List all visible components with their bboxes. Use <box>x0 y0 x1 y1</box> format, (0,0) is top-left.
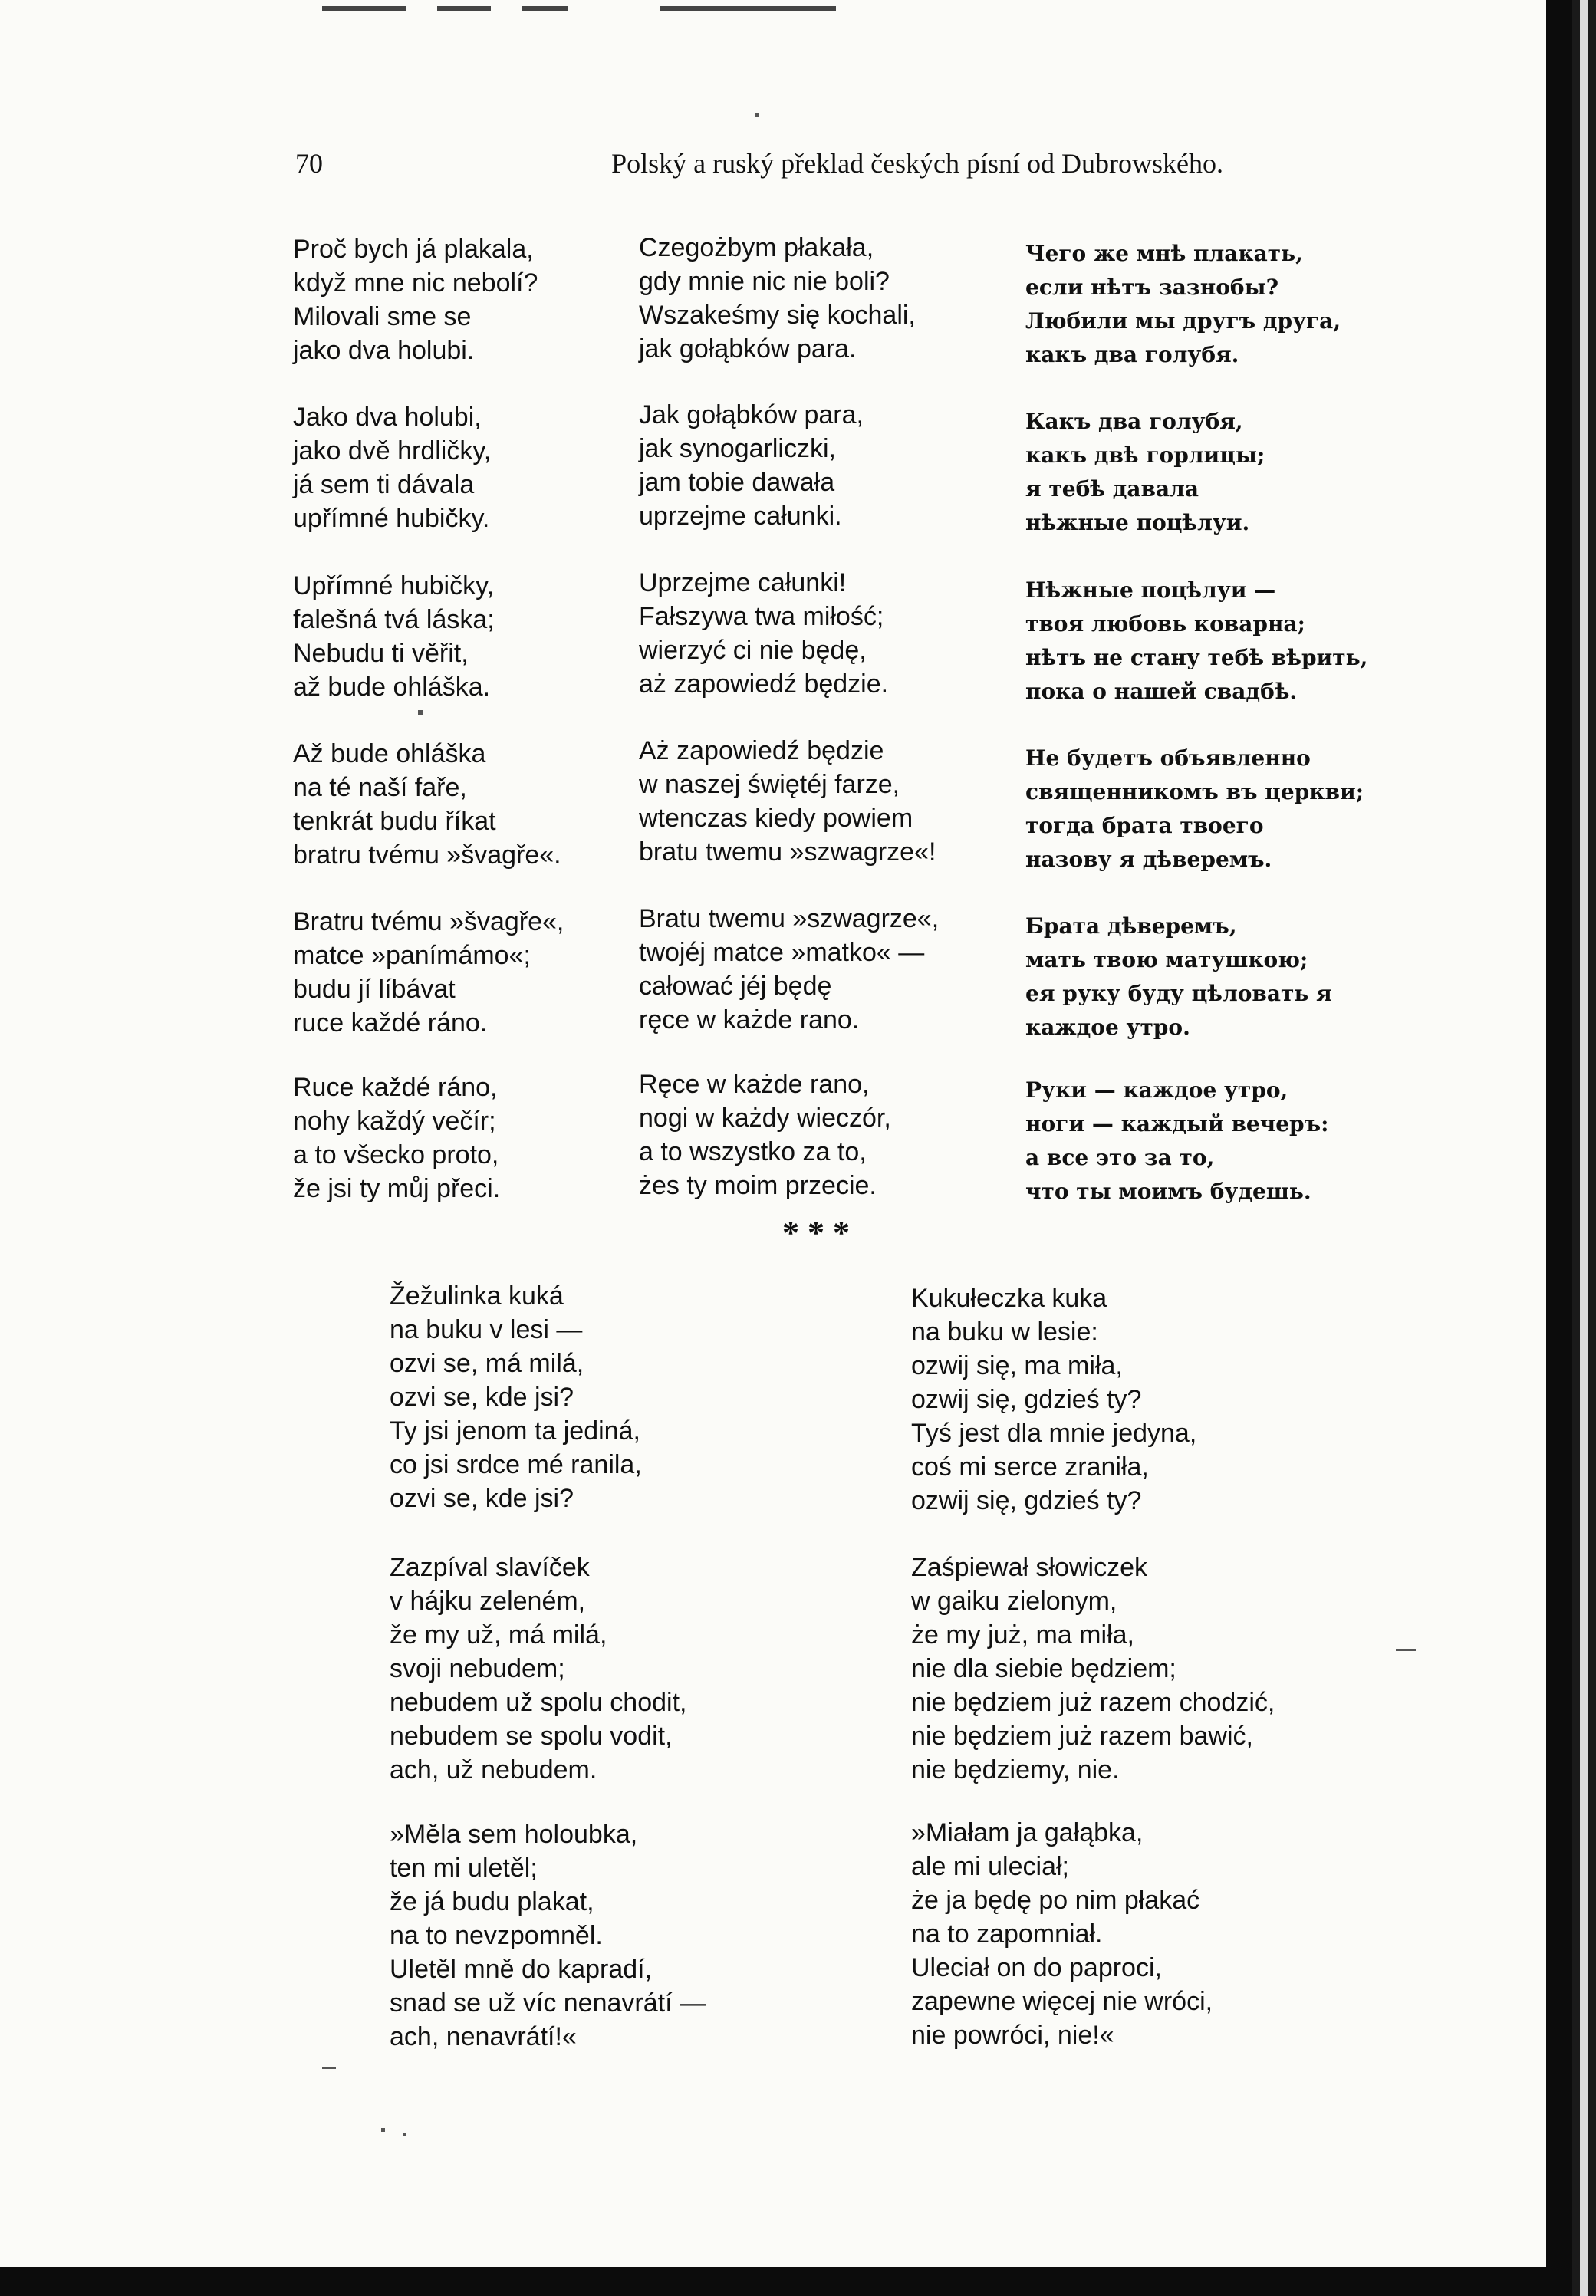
verse-line: a to wszystko za to, <box>639 1137 867 1166</box>
verse-line: ozwij się, gdzieś ty? <box>911 1385 1142 1414</box>
verse-line: bratru tvému »švagře«. <box>293 840 561 870</box>
verse-line: нѣжные поцѣлуи. <box>1025 510 1250 535</box>
stanza-polish-2-1 <box>911 1281 1196 1518</box>
verse-line: ozvi se, kde jsi? <box>390 1383 574 1412</box>
verse-line: Upřímné hubičky, <box>293 571 495 600</box>
verse-line: Ty jsi jenom ta jediná, <box>390 1416 640 1446</box>
verse-line: svoji nebudem; <box>390 1654 565 1683</box>
verse-line: wtenczas kiedy powiem <box>639 804 913 833</box>
verse-line: »Měla sem holoubka, <box>390 1820 638 1849</box>
verse-line: назову я дѣверемъ. <box>1025 847 1272 872</box>
stanza-polish-1-2 <box>639 398 864 533</box>
stanza-russian-1-5 <box>1025 910 1332 1044</box>
stanza-czech-1-4 <box>293 737 561 872</box>
stanza-polish-1-5 <box>639 902 939 1037</box>
verse-line: Fałszywa twa miłość; <box>639 602 884 631</box>
stanza-czech-1-2 <box>293 400 491 535</box>
verse-line: že my už, má milá, <box>390 1620 607 1650</box>
verse-line: żes ty moim przecie. <box>639 1171 877 1200</box>
verse-line: nogi w każdy wieczór, <box>639 1104 891 1133</box>
stanza-polish-1-3 <box>639 566 888 701</box>
verse-line: na buku v lesi — <box>390 1315 583 1344</box>
verse-line: если нѣтъ зазнобы? <box>1025 275 1279 300</box>
verse-line: uprzejme całunki. <box>639 502 842 531</box>
verse-line: какъ два голубя. <box>1025 342 1239 367</box>
verse-line: já sem ti dávala <box>293 470 475 499</box>
scan-border <box>1572 0 1596 2296</box>
verse-line: nie dla siebie będziem; <box>911 1654 1176 1683</box>
verse-line: а все это за то, <box>1025 1145 1215 1170</box>
verse-line: ноги — каждый вечеръ: <box>1025 1111 1329 1136</box>
verse-line: jako dvě hrdličky, <box>293 436 492 465</box>
verse-line: Uprzejme całunki! <box>639 568 847 597</box>
verse-line: jam tobie dawała <box>639 468 835 497</box>
verse-line: Bratu twemu »szwagrze«, <box>639 904 940 933</box>
verse-line: ея руку буду цѣловать я <box>1025 981 1332 1006</box>
verse-line: nie powróci, nie!« <box>911 2021 1114 2050</box>
scan-border-edge <box>1580 0 1588 2296</box>
stanza-polish-1-6 <box>639 1067 891 1202</box>
verse-line: нѣтъ не стану тебѣ вѣрить, <box>1025 645 1368 670</box>
verse-line: na to zapomniał. <box>911 1919 1103 1949</box>
verse-line: nie będziem już razem chodzić, <box>911 1688 1275 1717</box>
stanza-russian-1-6 <box>1025 1074 1328 1209</box>
verse-line: каждое утро. <box>1025 1015 1190 1040</box>
stanza-russian-1-3 <box>1025 574 1367 709</box>
verse-line: bratu twemu »szwagrze«! <box>639 837 936 867</box>
verse-line: Jak gołąbków para, <box>639 400 864 429</box>
verse-line: Чего же мнѣ плакать, <box>1025 241 1303 266</box>
verse-line: твоя любовь коварна; <box>1025 611 1305 636</box>
verse-line: мать твою матушкою; <box>1025 947 1308 972</box>
verse-line: když mne nic nebolí? <box>293 268 538 298</box>
verse-line: Ruce každé ráno, <box>293 1073 498 1102</box>
verse-line: священникомъ въ церкви; <box>1025 779 1364 804</box>
verse-line: gdy mnie nic nie boli? <box>639 267 890 296</box>
verse-line: ręce w każde rano. <box>639 1005 860 1035</box>
stanza-czech-1-1 <box>293 232 538 367</box>
verse-line: Žežulinka kuká <box>390 1281 564 1311</box>
running-title: Polský a ruský překlad českých písní od Dubrowského. <box>611 148 1223 179</box>
verse-line: nebudem se spolu vodit, <box>390 1722 673 1751</box>
verse-line: budu jí líbávat <box>293 975 456 1004</box>
scan-speck <box>403 2133 406 2136</box>
verse-line: Czegożbym płakała, <box>639 233 874 262</box>
verse-line: Ręce w każde rano, <box>639 1070 870 1099</box>
verse-line: jak gołąbków para. <box>639 334 857 363</box>
verse-line: Milovali sme se <box>293 302 472 331</box>
stanza-czech-2-2 <box>390 1551 686 1787</box>
verse-line: Руки — каждое утро, <box>1025 1077 1288 1103</box>
verse-line: Wszakeśmy się kochali, <box>639 301 916 330</box>
verse-line: Zazpíval slavíček <box>390 1553 590 1582</box>
verse-line: Любили мы другъ друга, <box>1025 308 1341 334</box>
asterism-separator: * * * <box>782 1214 850 1252</box>
verse-line: пока о нашей свадбѣ. <box>1025 679 1298 704</box>
verse-line: ozvi se, má milá, <box>390 1349 584 1378</box>
stanza-czech-1-3 <box>293 569 495 704</box>
verse-line: a to všecko proto, <box>293 1140 499 1169</box>
verse-line: ten mi uletěl; <box>390 1854 538 1883</box>
verse-line: Kukułeczka kuka <box>911 1284 1107 1313</box>
verse-line: aż zapowiedź będzie. <box>639 669 889 699</box>
verse-line: Tyś jest dla mnie jedyna, <box>911 1419 1197 1448</box>
verse-line: ach, už nebudem. <box>390 1755 597 1784</box>
verse-line: wierzyć ci nie będę, <box>639 636 867 665</box>
verse-line: Aż zapowiedź będzie <box>639 736 884 765</box>
verse-line: Jako dva holubi, <box>293 403 482 432</box>
verse-line: Zaśpiewał słowiczek <box>911 1553 1147 1582</box>
stanza-russian-1-1 <box>1025 237 1341 372</box>
verse-line: jak synogarliczki, <box>639 434 836 463</box>
verse-line: że my już, ma miła, <box>911 1620 1134 1650</box>
verse-line: w gaiku zielonym, <box>911 1587 1117 1616</box>
verse-line: nebudem už spolu chodit, <box>390 1688 687 1717</box>
verse-line: ozwij się, gdzieś ty? <box>911 1486 1142 1515</box>
verse-line: že já budu plakat, <box>390 1887 594 1916</box>
verse-line: что ты моимъ будешь. <box>1025 1179 1311 1204</box>
verse-line: jako dva holubi. <box>293 336 475 365</box>
verse-line: Bratru tvému »švagře«, <box>293 907 564 936</box>
verse-line: nohy každý večír; <box>293 1107 496 1136</box>
verse-line: Uleciał on do paproci, <box>911 1953 1162 1982</box>
verse-line: Až bude ohláška <box>293 739 486 768</box>
verse-line: Брата дѣверемъ, <box>1025 913 1237 939</box>
running-head <box>295 147 1223 184</box>
stanza-polish-1-1 <box>639 231 916 366</box>
verse-line: na buku w lesie: <box>911 1317 1098 1347</box>
verse-line: Nebudu ti věřit, <box>293 639 469 668</box>
verse-line: тогда брата твоего <box>1025 813 1264 838</box>
top-edge-marks <box>322 6 874 14</box>
verse-line: na té naší faře, <box>293 773 467 802</box>
page-number: 70 <box>295 148 323 179</box>
verse-line: falešná tvá láska; <box>293 605 495 634</box>
verse-line: »Miałam ja gałąbka, <box>911 1818 1144 1847</box>
verse-line: w naszej świętéj farze, <box>639 770 900 799</box>
verse-line: Нѣжные поцѣлуи — <box>1025 577 1276 603</box>
verse-line: Какъ два голубя, <box>1025 409 1243 434</box>
verse-line: я тебѣ давала <box>1025 476 1199 502</box>
verse-line: upřímné hubičky. <box>293 504 490 533</box>
scan-speck <box>418 710 423 715</box>
scan-speck <box>322 2067 336 2069</box>
stanza-polish-1-4 <box>639 734 936 869</box>
verse-line: ozwij się, ma miła, <box>911 1351 1123 1380</box>
verse-line: tenkrát budu říkat <box>293 807 496 836</box>
stanza-czech-1-6 <box>293 1071 500 1206</box>
verse-line: twojéj matce »matko« — <box>639 938 925 967</box>
stanza-russian-1-4 <box>1025 742 1364 877</box>
verse-line: zapewne więcej nie wróci, <box>911 1987 1213 2016</box>
verse-line: v hájku zeleném, <box>390 1587 586 1616</box>
stanza-czech-1-5 <box>293 905 564 1040</box>
verse-line: matce »panímámo«; <box>293 941 531 970</box>
verse-line: na to nevzpomněl. <box>390 1921 603 1950</box>
stanza-russian-1-2 <box>1025 405 1265 540</box>
verse-line: až bude ohláška. <box>293 673 491 702</box>
verse-line: nie będziemy, nie. <box>911 1755 1120 1784</box>
scan-speck <box>1396 1649 1416 1651</box>
verse-line: Uletěl mně do kapradí, <box>390 1955 653 1984</box>
verse-line: že jsi ty můj přeci. <box>293 1174 501 1203</box>
verse-line: Proč bych já plakala, <box>293 235 534 264</box>
scan-speck <box>381 2128 385 2132</box>
stanza-polish-2-3 <box>911 1816 1213 2052</box>
verse-line: całować jéj będę <box>639 972 832 1001</box>
verse-line: snad se už víc nenavrátí — <box>390 1988 706 2018</box>
verse-line: ozvi se, kde jsi? <box>390 1484 574 1513</box>
stanza-czech-2-3 <box>390 1817 706 2054</box>
verse-line: ale mi uleciał; <box>911 1852 1069 1881</box>
verse-line: co jsi srdce mé ranila, <box>390 1450 642 1479</box>
stanza-czech-2-1 <box>390 1279 642 1515</box>
stanza-polish-2-2 <box>911 1551 1275 1787</box>
verse-line: какъ двѣ горлицы; <box>1025 442 1265 468</box>
verse-line: ach, nenavrátí!« <box>390 2022 577 2051</box>
verse-line: Не будетъ объявленно <box>1025 745 1311 771</box>
verse-line: coś mi serce zraniła, <box>911 1452 1149 1482</box>
verse-line: ruce každé ráno. <box>293 1008 488 1038</box>
scan-speck <box>755 113 759 117</box>
verse-line: nie będziem już razem bawić, <box>911 1722 1253 1751</box>
verse-line: że ja będę po nim płakać <box>911 1886 1200 1915</box>
